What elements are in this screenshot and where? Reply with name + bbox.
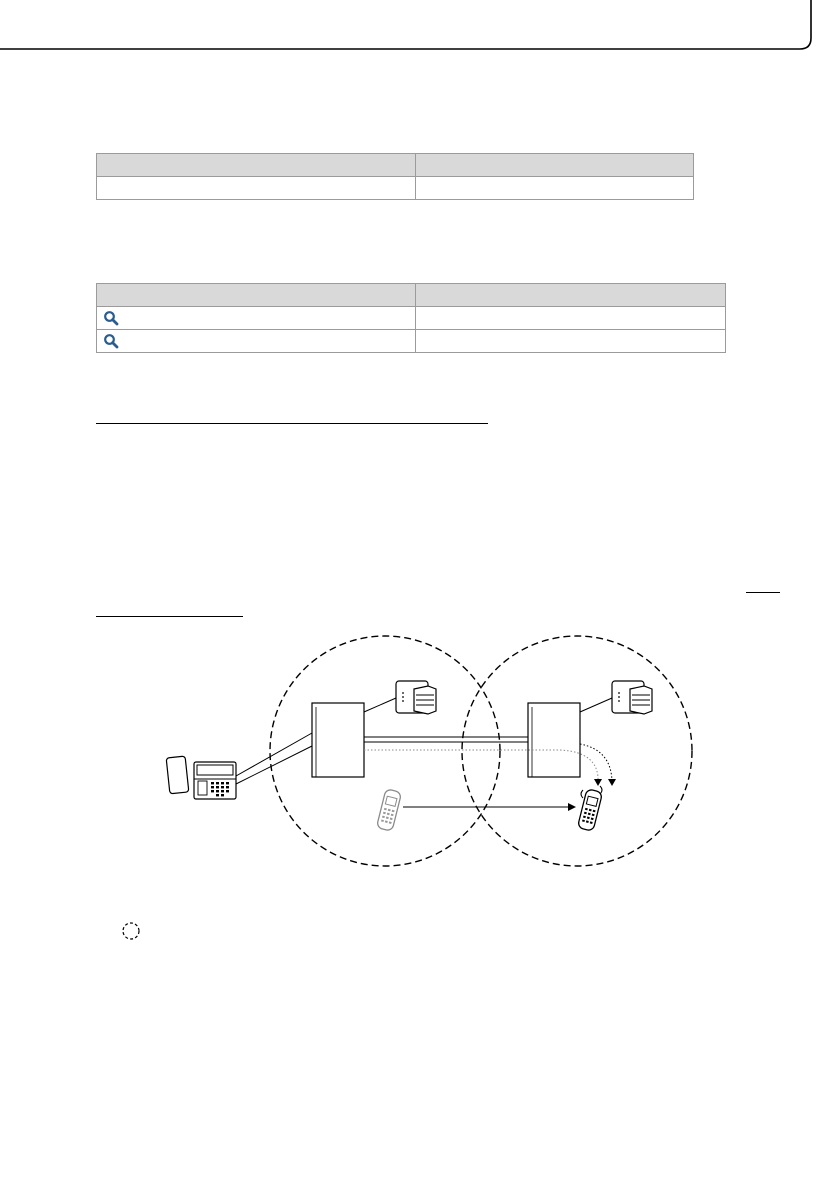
right-system-box [528, 703, 580, 777]
table-cell [416, 307, 726, 330]
roaming-diagram [0, 630, 838, 880]
base-station-icon [364, 681, 436, 714]
table-1 [96, 153, 694, 200]
table-cell [416, 177, 694, 200]
table-row [97, 177, 694, 200]
coverage-legend-icon [121, 921, 141, 941]
table-cell[interactable] [97, 330, 416, 353]
call-path-dotted [580, 744, 612, 783]
desk-phone-icon [166, 756, 236, 799]
table-header-row [97, 284, 726, 307]
page-edge-line [0, 0, 838, 100]
table-header-cell [416, 284, 726, 307]
table-2 [96, 283, 726, 353]
coverage-cell-left [270, 636, 500, 866]
table-header-cell [416, 154, 694, 177]
table-row [97, 330, 726, 353]
base-station-icon [580, 681, 652, 714]
table-cell[interactable] [97, 307, 416, 330]
link-underline[interactable] [96, 423, 488, 424]
left-system-box [312, 703, 364, 777]
table-header-cell [97, 284, 416, 307]
search-icon[interactable] [103, 333, 119, 349]
table-row [97, 307, 726, 330]
table-header-cell [97, 154, 416, 177]
table-header-row [97, 154, 694, 177]
link-underline[interactable] [96, 616, 243, 617]
ring-signal-icon [581, 790, 583, 798]
handset-icon [376, 789, 401, 832]
search-icon[interactable] [103, 310, 119, 326]
table-cell [416, 330, 726, 353]
table-cell [97, 177, 416, 200]
link-underline[interactable] [746, 592, 780, 593]
